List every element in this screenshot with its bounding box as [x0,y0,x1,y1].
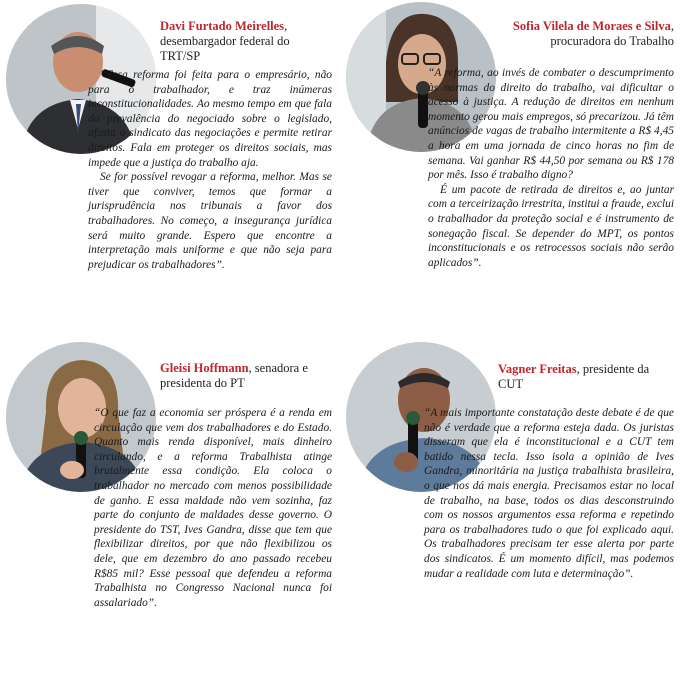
speaker-name: Davi Furtado Meirelles [160,19,285,33]
speaker-name: Gleisi Hoffmann [160,361,249,375]
profile-sofia [340,0,680,340]
speaker-name: Sofia Vilela de Moraes e Silva [512,19,671,33]
speaker-role: , senadora e presidenta do PT [160,361,308,390]
quote-paragraph: “Essa reforma foi feita para o empresário, não para o trabalhador, e traz inúmeras inconstitucionalidades. Ao mesmo tempo em que fala da prevalência do negociado sobre o legislado, afasta o sindicato das negociações e permite retirar direitos. Fala em proteger os direitos sociais, mas impede que a justiça do trabalho aja. [88,69,332,169]
speaker-role: , desembargador federal do TRT/SP [160,19,290,63]
speaker-heading [160,361,332,391]
speaker-quote [94,406,332,610]
profile-gleisi [0,340,340,681]
speaker-quote [424,406,674,581]
quote-paragraph: “O que faz a economia ser próspera é a renda em circulação que vem dos trabalhadores e do Estado. Quanto mais renda disponível, mais dinheiro circulando, e a reforma Trabalhista atinge brutalmente essa condição. Ela coloca o trabalhador no mercado com menos possibilidade de ganho. E essa maldade não vem sozinha, faz parte do conjunto de maldades desse governo. O presidente do TST, Ives Gandra, disse que tem que flexibilizar direitos, por que não flexibilizou os dele, que em dezembro do ano passado recebeu R$85 mil? Esse pessoal que defendeu a reforma Trabalhista no Congresso Nacional nunca foi assalariado”. [94,407,332,609]
profile-vagner [340,340,680,681]
speaker-heading [498,19,674,49]
speaker-heading [160,19,332,64]
speaker-quote [88,68,332,272]
speaker-heading [498,362,674,392]
speaker-role: , procuradora do Trabalho [550,19,674,48]
speaker-quote [428,66,674,270]
quote-paragraph: É um pacote de retirada de direitos e, ao juntar com a terceirização irrestrita, institui a fraude, exclui o trabalhador da proteção social e é instrumento de sonegação fiscal. Se depender do MPT, os pontos inconstitucionais e os retrocessos sociais não serão aplicados”. [428,183,674,269]
speaker-name: Vagner Freitas [498,362,577,376]
quote-paragraph: “A mais importante constatação deste debate é de que não é verdade que a reforma esteja dada. Os juristas disseram que ela é inconstitucional e a CUT tem batido nessa tecla. Isso isola a opinião de Ives Gandra, minoritária na justiça trabalhista brasileira, o que nos dá mais energia. Precisamos estar no local de trabalho, na base, todos os dias desconstruindo com os nossos argumentos essa reforma e repetindo para os trabalhadores tudo o que foi explicado aqui. Os trabalhadores precisam ter esse alerta por parte dos sindicatos. É um momento difícil, mas podemos mudar a realidade com luta e determinação”. [424,407,674,580]
speaker-role: , presidente da CUT [498,362,650,391]
quote-paragraph: “A reforma, ao invés de combater o descumprimento às normas do direito do trabalho, vai dificultar o acesso à justiça. A redução de direitos em nenhum momento gerou mais empregos, só precarizou. Já têm anúncios de vagas de trabalho intermitente a R$ 4,45 a hora em uma jornada de cinco horas no fim de semana. Vai ganhar R$ 44,50 por semana ou R$ 178 por mês. Isso é trabalho digno? [428,67,674,182]
profile-davi [0,0,340,340]
quote-paragraph: Se for possível revogar a reforma, melhor. Mas se tiver que conviver, temos que formar a jurisprudência nos tribunais a favor dos trabalhadores. No começo, a insegurança jurídica será muito grande. Espero que encontre a interpretação mais uniforme e que não seja para prejudicar os trabalhadores”. [88,171,332,271]
